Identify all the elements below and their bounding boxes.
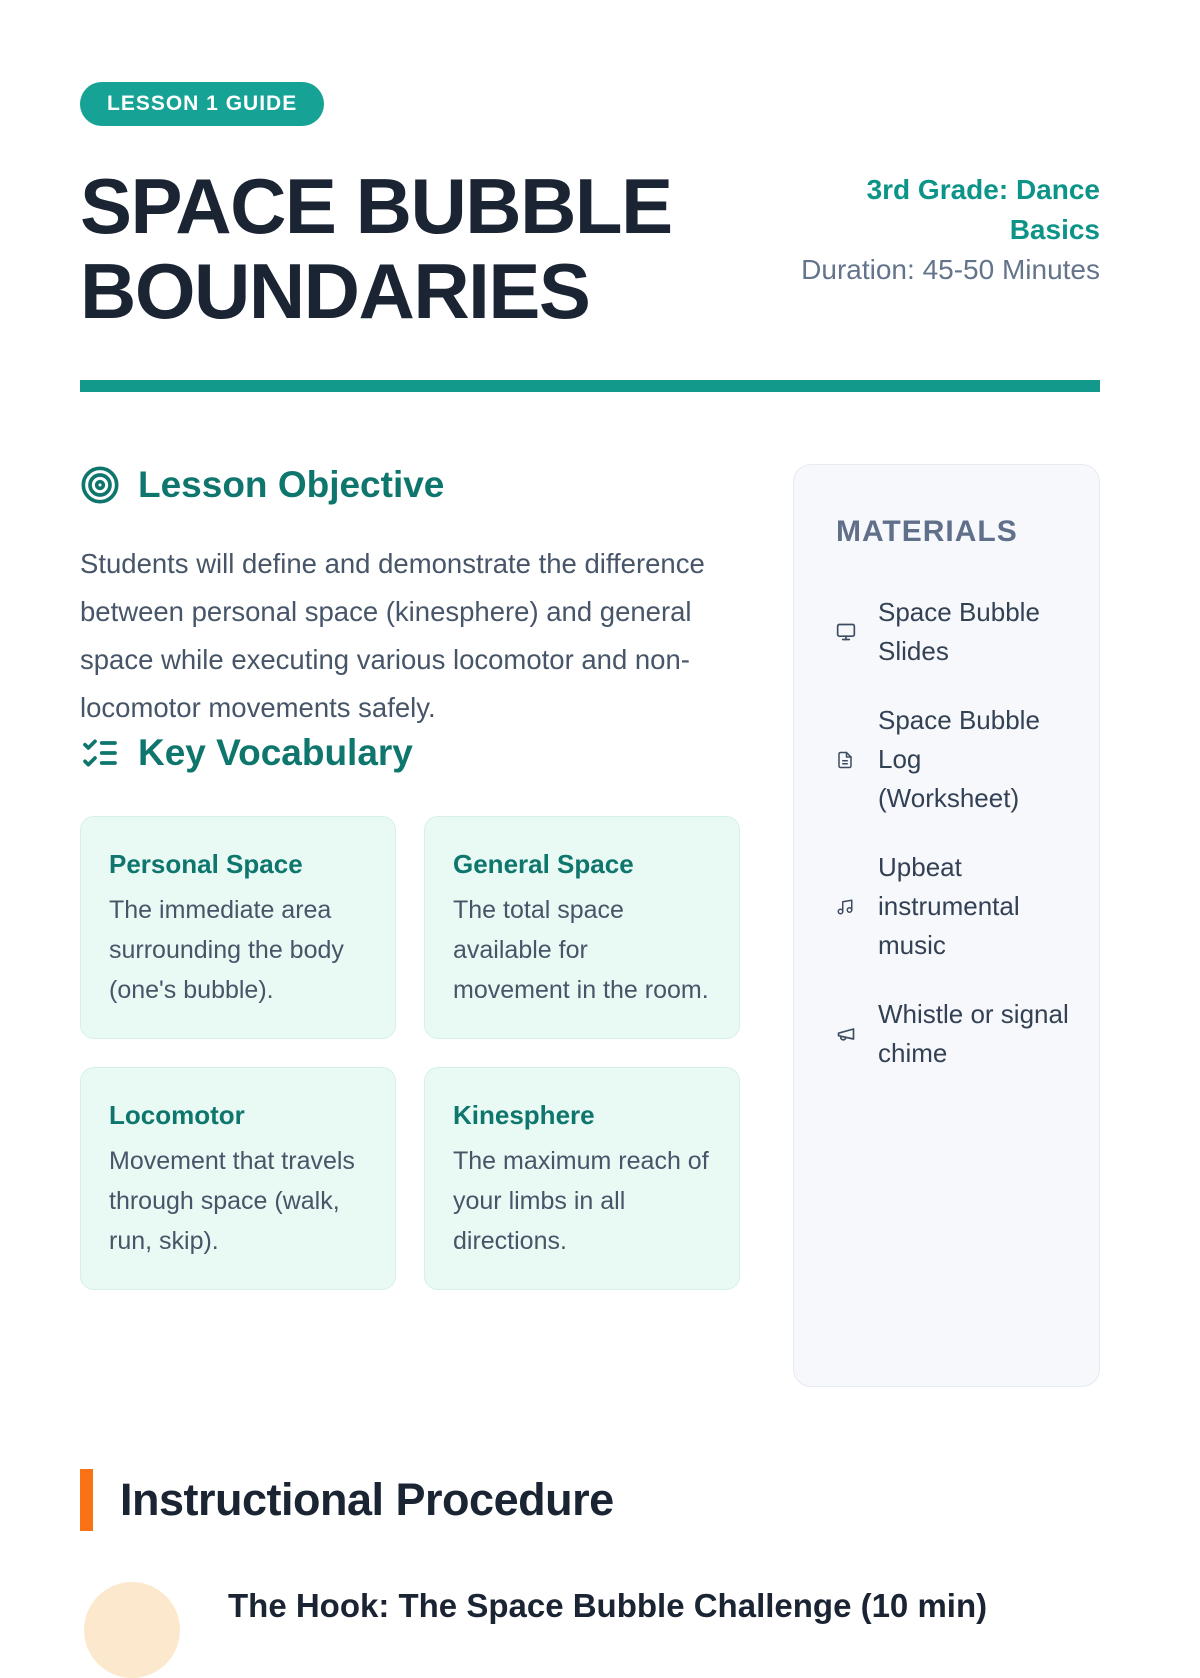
music-icon [836, 898, 858, 916]
vocab-card-personal-space [80, 816, 396, 1039]
material-item-worksheet [836, 701, 1069, 818]
procedure-section-heading [80, 1469, 1100, 1531]
vocab-term: Locomotor [109, 1100, 245, 1131]
vocab-term: Personal Space [109, 849, 303, 880]
vocab-definition: Movement that travels through space (walk, run, skip). [109, 1147, 355, 1256]
material-item-slides [836, 593, 1069, 671]
vocabulary-grid [80, 816, 740, 1290]
material-label: Whistle or signal chime [878, 999, 1069, 1069]
material-label: Space Bubble Log (Worksheet) [878, 705, 1040, 814]
file-icon [836, 751, 858, 769]
materials-panel [793, 464, 1100, 1387]
megaphone-icon [836, 1024, 858, 1044]
left-column [80, 464, 740, 1290]
material-item-whistle [836, 995, 1069, 1073]
header-meta [800, 164, 1100, 290]
target-icon [80, 465, 120, 505]
vocab-definition: The maximum reach of your limbs in all directions. [453, 1147, 709, 1256]
header [80, 82, 1100, 392]
vocab-card-kinesphere [424, 1067, 740, 1290]
course-label: 3rd Grade: Dance Basics [866, 174, 1100, 245]
vocabulary-heading [80, 732, 740, 774]
objective-heading [80, 464, 740, 506]
material-item-music [836, 848, 1069, 965]
procedure-heading-label: Instructional Procedure [120, 1474, 614, 1526]
page-title-line2: BOUNDARIES [80, 247, 590, 336]
accent-divider [80, 380, 1100, 392]
list-checks-icon [80, 733, 120, 773]
material-label: Upbeat instrumental music [878, 852, 1020, 961]
main-content [80, 464, 1100, 1387]
duration-label: Duration: 45-50 Minutes [801, 254, 1100, 285]
vocab-definition: The total space available for movement in the room. [453, 896, 709, 1005]
orange-accent-bar [80, 1469, 93, 1531]
vocab-card-locomotor [80, 1067, 396, 1290]
hook-step-title: The Hook: The Space Bubble Challenge (10 min) [228, 1587, 988, 1625]
procedure-step-hook [80, 1582, 1100, 1678]
lesson-badge: LESSON 1 GUIDE [80, 82, 324, 126]
vocabulary-heading-label: Key Vocabulary [138, 732, 413, 774]
materials-heading: MATERIALS [836, 515, 1018, 549]
step-number-circle [84, 1582, 180, 1678]
page-title [80, 164, 672, 334]
vocab-term: Kinesphere [453, 1100, 595, 1131]
objective-body: Students will define and demonstrate the difference between personal space (kinesphere) and general space while executing various locomotor and non-locomotor movements safely. [80, 548, 705, 724]
objective-heading-label: Lesson Objective [138, 464, 445, 506]
page-title-line1: SPACE BUBBLE [80, 162, 672, 250]
vocab-definition: The immediate area surrounding the body (one's bubble). [109, 896, 344, 1005]
vocab-card-general-space [424, 816, 740, 1039]
monitor-icon [836, 622, 858, 642]
vocab-term: General Space [453, 849, 634, 880]
material-label: Space Bubble Slides [878, 597, 1040, 667]
